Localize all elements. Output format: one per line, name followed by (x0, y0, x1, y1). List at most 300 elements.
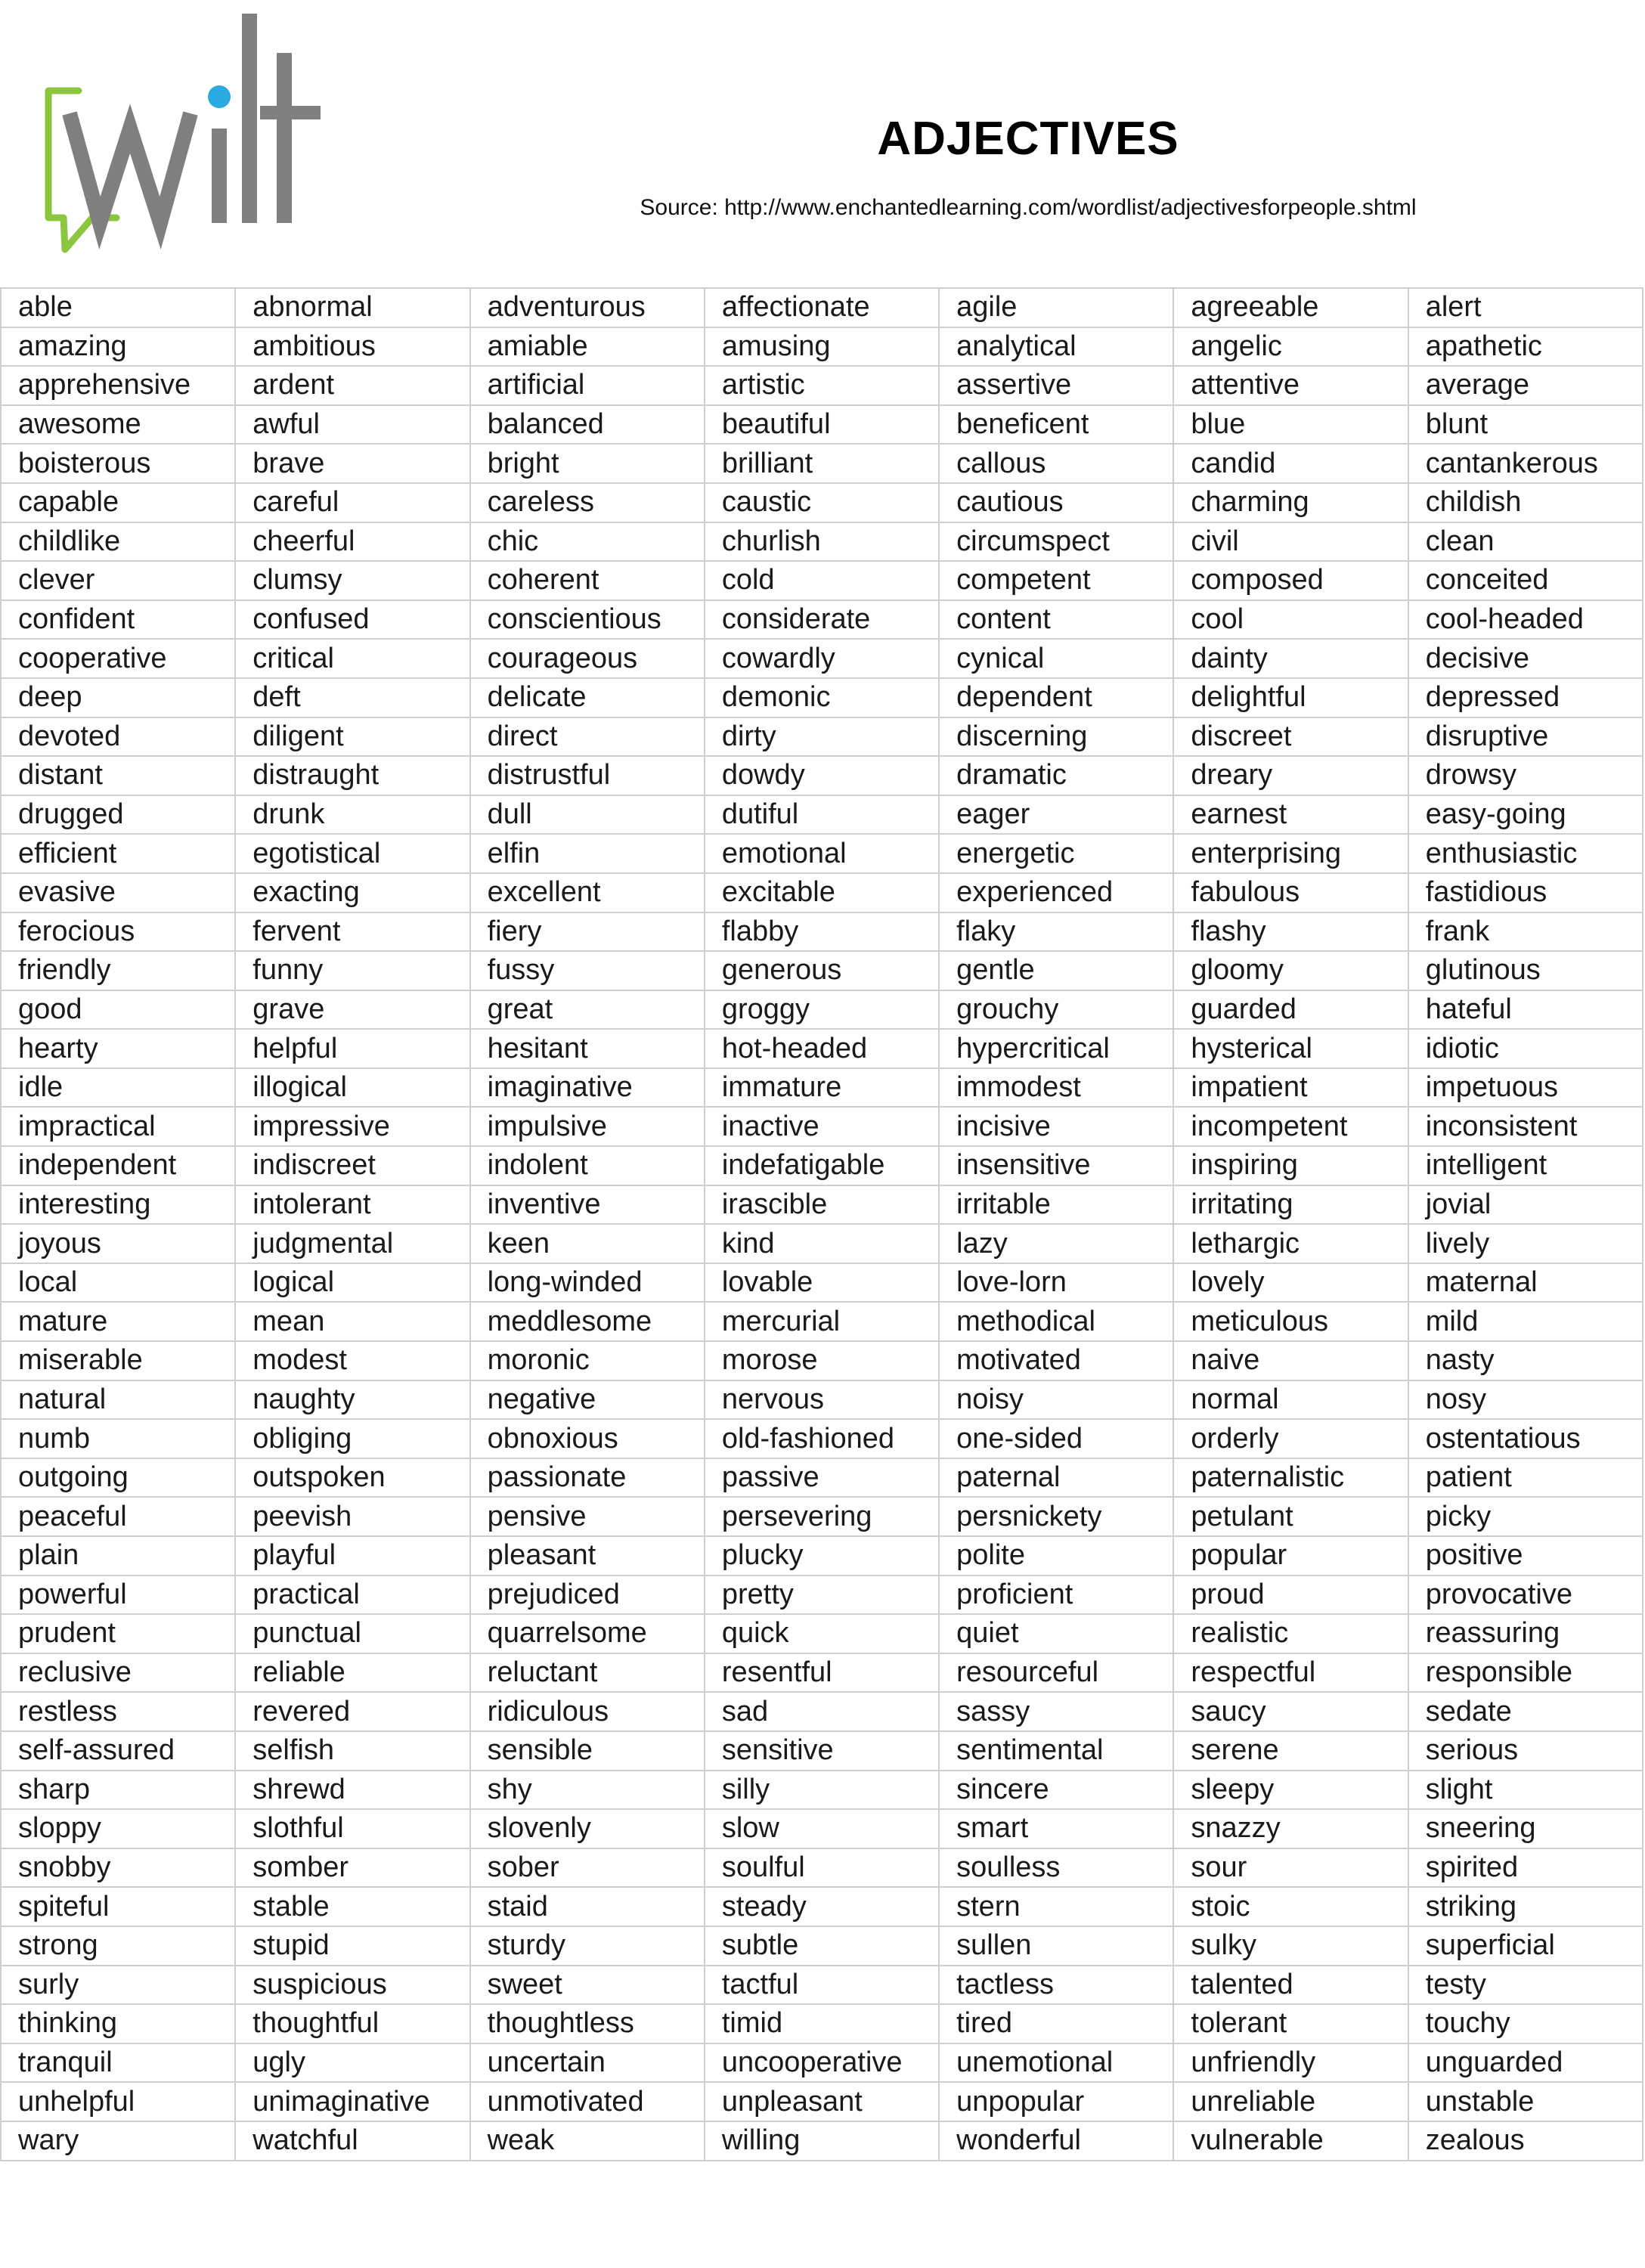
table-cell: sneering (1408, 1809, 1643, 1848)
table-cell: powerful (1, 1576, 235, 1615)
table-cell: peevish (235, 1497, 469, 1536)
table-cell: content (939, 600, 1173, 640)
table-cell: kind (705, 1224, 939, 1263)
table-cell: unfriendly (1173, 2043, 1408, 2083)
table-row (1, 444, 1643, 483)
table-cell: unreliable (1173, 2082, 1408, 2121)
table-cell: obnoxious (470, 1419, 705, 1458)
table-cell: silly (705, 1771, 939, 1810)
table-cell: thinking (1, 2004, 235, 2043)
table-row (1, 366, 1643, 405)
table-cell: petulant (1173, 1497, 1408, 1536)
table-cell: irritable (939, 1185, 1173, 1225)
table-cell: strong (1, 1926, 235, 1966)
table-cell: circumspect (939, 522, 1173, 562)
table-cell: cold (705, 561, 939, 600)
table-cell: easy-going (1408, 795, 1643, 835)
table-cell: cool-headed (1408, 600, 1643, 640)
table-cell: incisive (939, 1107, 1173, 1146)
table-cell: indefatigable (705, 1146, 939, 1185)
table-cell: cool (1173, 600, 1408, 640)
table-cell: resourceful (939, 1653, 1173, 1693)
table-cell: attentive (1173, 366, 1408, 405)
table-cell: irascible (705, 1185, 939, 1225)
table-cell: impulsive (470, 1107, 705, 1146)
table-cell: serene (1173, 1731, 1408, 1771)
table-cell: adventurous (470, 288, 705, 327)
table-cell: awful (235, 405, 469, 445)
table-cell: fiery (470, 912, 705, 952)
table-cell: energetic (939, 834, 1173, 873)
table-row (1, 327, 1643, 367)
table-cell: abnormal (235, 288, 469, 327)
table-cell: sour (1173, 1848, 1408, 1888)
table-cell: dependent (939, 678, 1173, 717)
table-cell: immodest (939, 1068, 1173, 1108)
table-cell: distant (1, 756, 235, 795)
table-cell: peaceful (1, 1497, 235, 1536)
table-cell: deft (235, 678, 469, 717)
table-cell: flaky (939, 912, 1173, 952)
table-cell: outgoing (1, 1458, 235, 1498)
table-row (1, 1653, 1643, 1693)
table-cell: unpleasant (705, 2082, 939, 2121)
table-cell: cantankerous (1408, 444, 1643, 483)
table-cell: mercurial (705, 1302, 939, 1341)
table-row (1, 1536, 1643, 1576)
table-cell: clumsy (235, 561, 469, 600)
table-cell: cheerful (235, 522, 469, 562)
table-cell: cynical (939, 639, 1173, 678)
table-cell: sensible (470, 1731, 705, 1771)
table-cell: pleasant (470, 1536, 705, 1576)
table-cell: clever (1, 561, 235, 600)
table-row (1, 1497, 1643, 1536)
table-cell: practical (235, 1576, 469, 1615)
table-row (1, 2043, 1643, 2083)
table-cell: willing (705, 2121, 939, 2161)
table-cell: shy (470, 1771, 705, 1810)
table-cell: tolerant (1173, 2004, 1408, 2043)
table-cell: weak (470, 2121, 705, 2161)
table-cell: maternal (1408, 1263, 1643, 1303)
table-cell: prejudiced (470, 1576, 705, 1615)
table-cell: love-lorn (939, 1263, 1173, 1303)
table-cell: apathetic (1408, 327, 1643, 367)
table-cell: bright (470, 444, 705, 483)
table-cell: charming (1173, 483, 1408, 522)
table-cell: able (1, 288, 235, 327)
table-cell: distrustful (470, 756, 705, 795)
table-cell: mature (1, 1302, 235, 1341)
table-cell: unimaginative (235, 2082, 469, 2121)
table-cell: capable (1, 483, 235, 522)
table-cell: prudent (1, 1614, 235, 1653)
table-cell: zealous (1408, 2121, 1643, 2161)
table-cell: sincere (939, 1771, 1173, 1810)
table-cell: sullen (939, 1926, 1173, 1966)
table-cell: sad (705, 1692, 939, 1731)
table-cell: childish (1408, 483, 1643, 522)
table-cell: hot-headed (705, 1029, 939, 1068)
table-cell: beautiful (705, 405, 939, 445)
table-cell: subtle (705, 1926, 939, 1966)
table-cell: inactive (705, 1107, 939, 1146)
table-cell: irritating (1173, 1185, 1408, 1225)
table-cell: hesitant (470, 1029, 705, 1068)
table-row (1, 678, 1643, 717)
table-cell: snobby (1, 1848, 235, 1888)
table-cell: confused (235, 600, 469, 640)
table-cell: slow (705, 1809, 939, 1848)
table-cell: numb (1, 1419, 235, 1458)
table-row (1, 1926, 1643, 1966)
table-cell: dowdy (705, 756, 939, 795)
table-cell: keen (470, 1224, 705, 1263)
table-cell: reliable (235, 1653, 469, 1693)
table-cell: motivated (939, 1341, 1173, 1380)
table-cell: careful (235, 483, 469, 522)
table-cell: lazy (939, 1224, 1173, 1263)
table-row (1, 1419, 1643, 1458)
table-cell: ardent (235, 366, 469, 405)
table-cell: reclusive (1, 1653, 235, 1693)
table-cell: enterprising (1173, 834, 1408, 873)
table-cell: saucy (1173, 1692, 1408, 1731)
table-cell: lethargic (1173, 1224, 1408, 1263)
table-cell: blunt (1408, 405, 1643, 445)
table-row (1, 756, 1643, 795)
table-cell: coherent (470, 561, 705, 600)
table-row (1, 951, 1643, 990)
table-cell: alert (1408, 288, 1643, 327)
table-cell: flashy (1173, 912, 1408, 952)
table-cell: efficient (1, 834, 235, 873)
table-row (1, 1302, 1643, 1341)
table-cell: diligent (235, 717, 469, 757)
table-row (1, 717, 1643, 757)
table-cell: impatient (1173, 1068, 1408, 1108)
table-cell: obliging (235, 1419, 469, 1458)
table-cell: cowardly (705, 639, 939, 678)
table-cell: normal (1173, 1380, 1408, 1420)
table-cell: emotional (705, 834, 939, 873)
table-cell: tranquil (1, 2043, 235, 2083)
table-cell: beneficent (939, 405, 1173, 445)
table-cell: thoughtless (470, 2004, 705, 2043)
table-cell: gentle (939, 951, 1173, 990)
table-cell: old-fashioned (705, 1419, 939, 1458)
table-cell: delightful (1173, 678, 1408, 717)
table-cell: devoted (1, 717, 235, 757)
table-cell: chic (470, 522, 705, 562)
table-cell: sweet (470, 1966, 705, 2005)
table-cell: nervous (705, 1380, 939, 1420)
table-cell: careless (470, 483, 705, 522)
table-cell: candid (1173, 444, 1408, 483)
table-cell: agile (939, 288, 1173, 327)
table-cell: uncertain (470, 2043, 705, 2083)
table-cell: slovenly (470, 1809, 705, 1848)
table-cell: stern (939, 1887, 1173, 1926)
table-cell: good (1, 990, 235, 1030)
table-cell: natural (1, 1380, 235, 1420)
table-cell: logical (235, 1263, 469, 1303)
table-cell: smart (939, 1809, 1173, 1848)
table-cell: soulful (705, 1848, 939, 1888)
table-cell: ostentatious (1408, 1419, 1643, 1458)
table-cell: ugly (235, 2043, 469, 2083)
table-cell: independent (1, 1146, 235, 1185)
table-row (1, 1731, 1643, 1771)
table-row (1, 405, 1643, 445)
table-cell: talented (1173, 1966, 1408, 2005)
table-cell: affectionate (705, 288, 939, 327)
table-cell: generous (705, 951, 939, 990)
table-cell: dainty (1173, 639, 1408, 678)
table-cell: exacting (235, 873, 469, 912)
table-cell: naive (1173, 1341, 1408, 1380)
table-cell: earnest (1173, 795, 1408, 835)
table-cell: negative (470, 1380, 705, 1420)
table-cell: spirited (1408, 1848, 1643, 1888)
table-cell: depressed (1408, 678, 1643, 717)
table-cell: elfin (470, 834, 705, 873)
table-cell: analytical (939, 327, 1173, 367)
table-cell: amusing (705, 327, 939, 367)
table-cell: friendly (1, 951, 235, 990)
table-cell: interesting (1, 1185, 235, 1225)
table-cell: judgmental (235, 1224, 469, 1263)
table-cell: clean (1408, 522, 1643, 562)
table-cell: intolerant (235, 1185, 469, 1225)
table-cell: funny (235, 951, 469, 990)
table-cell: egotistical (235, 834, 469, 873)
table-cell: fabulous (1173, 873, 1408, 912)
table-cell: self-assured (1, 1731, 235, 1771)
table-cell: watchful (235, 2121, 469, 2161)
table-cell: eager (939, 795, 1173, 835)
table-cell: nosy (1408, 1380, 1643, 1420)
table-cell: selfish (235, 1731, 469, 1771)
table-cell: striking (1408, 1887, 1643, 1926)
table-cell: joyous (1, 1224, 235, 1263)
table-cell: meticulous (1173, 1302, 1408, 1341)
table-cell: morose (705, 1341, 939, 1380)
table-cell: dramatic (939, 756, 1173, 795)
table-cell: dreary (1173, 756, 1408, 795)
table-cell: punctual (235, 1614, 469, 1653)
table-cell: hateful (1408, 990, 1643, 1030)
table-cell: unstable (1408, 2082, 1643, 2121)
page-header (0, 0, 1645, 281)
table-cell: flabby (705, 912, 939, 952)
table-cell: average (1408, 366, 1643, 405)
table-cell: discreet (1173, 717, 1408, 757)
table-cell: meddlesome (470, 1302, 705, 1341)
table-cell: provocative (1408, 1576, 1643, 1615)
table-cell: timid (705, 2004, 939, 2043)
table-cell: excellent (470, 873, 705, 912)
table-row (1, 990, 1643, 1030)
table-cell: fervent (235, 912, 469, 952)
table-cell: courageous (470, 639, 705, 678)
table-row (1, 1692, 1643, 1731)
table-cell: insensitive (939, 1146, 1173, 1185)
table-cell: plain (1, 1536, 235, 1576)
table-cell: soulless (939, 1848, 1173, 1888)
table-cell: stoic (1173, 1887, 1408, 1926)
table-cell: confident (1, 600, 235, 640)
table-cell: competent (939, 561, 1173, 600)
table-cell: realistic (1173, 1614, 1408, 1653)
table-cell: paternalistic (1173, 1458, 1408, 1498)
table-cell: stable (235, 1887, 469, 1926)
table-cell: quick (705, 1614, 939, 1653)
table-cell: grouchy (939, 990, 1173, 1030)
table-cell: sober (470, 1848, 705, 1888)
table-cell: artificial (470, 366, 705, 405)
table-cell: delicate (470, 678, 705, 717)
table-cell: noisy (939, 1380, 1173, 1420)
table-cell: steady (705, 1887, 939, 1926)
table-row (1, 873, 1643, 912)
table-cell: stupid (235, 1926, 469, 1966)
table-cell: sleepy (1173, 1771, 1408, 1810)
table-cell: civil (1173, 522, 1408, 562)
table-cell: distraught (235, 756, 469, 795)
wilt-logo (33, 8, 328, 265)
table-cell: cooperative (1, 639, 235, 678)
table-cell: considerate (705, 600, 939, 640)
table-cell: picky (1408, 1497, 1643, 1536)
table-cell: grave (235, 990, 469, 1030)
table-cell: lively (1408, 1224, 1643, 1263)
table-cell: touchy (1408, 2004, 1643, 2043)
table-cell: respectful (1173, 1653, 1408, 1693)
table-cell: serious (1408, 1731, 1643, 1771)
table-cell: awesome (1, 405, 235, 445)
table-cell: amiable (470, 327, 705, 367)
table-cell: caustic (705, 483, 939, 522)
table-cell: responsible (1408, 1653, 1643, 1693)
table-row (1, 1341, 1643, 1380)
table-cell: conscientious (470, 600, 705, 640)
table-cell: unhelpful (1, 2082, 235, 2121)
table-cell: long-winded (470, 1263, 705, 1303)
table-cell: artistic (705, 366, 939, 405)
table-cell: childlike (1, 522, 235, 562)
table-cell: ambitious (235, 327, 469, 367)
table-cell: conceited (1408, 561, 1643, 600)
table-cell: moronic (470, 1341, 705, 1380)
table-row (1, 1458, 1643, 1498)
page-title: ADJECTIVES (877, 113, 1179, 165)
table-cell: drugged (1, 795, 235, 835)
table-cell: one-sided (939, 1419, 1173, 1458)
table-cell: fastidious (1408, 873, 1643, 912)
table-row (1, 639, 1643, 678)
table-cell: persevering (705, 1497, 939, 1536)
table-cell: impressive (235, 1107, 469, 1146)
table-cell: illogical (235, 1068, 469, 1108)
table-cell: unemotional (939, 2043, 1173, 2083)
table-cell: thoughtful (235, 2004, 469, 2043)
table-cell: indiscreet (235, 1146, 469, 1185)
table-row (1, 1107, 1643, 1146)
table-row (1, 1146, 1643, 1185)
table-cell: incompetent (1173, 1107, 1408, 1146)
table-cell: fussy (470, 951, 705, 990)
table-row (1, 834, 1643, 873)
table-cell: great (470, 990, 705, 1030)
table-row (1, 2004, 1643, 2043)
table-cell: hypercritical (939, 1029, 1173, 1068)
table-cell: uncooperative (705, 2043, 939, 2083)
table-cell: nasty (1408, 1341, 1643, 1380)
table-row (1, 1887, 1643, 1926)
table-cell: mean (235, 1302, 469, 1341)
table-cell: shrewd (235, 1771, 469, 1810)
table-row (1, 1185, 1643, 1225)
table-cell: callous (939, 444, 1173, 483)
table-cell: dirty (705, 717, 939, 757)
table-cell: disruptive (1408, 717, 1643, 757)
table-cell: guarded (1173, 990, 1408, 1030)
table-row (1, 1263, 1643, 1303)
table-cell: brave (235, 444, 469, 483)
table-cell: inventive (470, 1185, 705, 1225)
table-cell: lovely (1173, 1263, 1408, 1303)
table-cell: discerning (939, 717, 1173, 757)
table-cell: hysterical (1173, 1029, 1408, 1068)
source-citation: Source: http://www.enchantedlearning.com/wordlist/adjectivesforpeople.shtml (640, 195, 1417, 220)
table-cell: boisterous (1, 444, 235, 483)
table-cell: pretty (705, 1576, 939, 1615)
table-cell: revered (235, 1692, 469, 1731)
table-cell: impractical (1, 1107, 235, 1146)
table-cell: passive (705, 1458, 939, 1498)
table-cell: direct (470, 717, 705, 757)
table-cell: dutiful (705, 795, 939, 835)
table-cell: positive (1408, 1536, 1643, 1576)
table-cell: tactful (705, 1966, 939, 2005)
table-row (1, 1966, 1643, 2005)
table-cell: slothful (235, 1809, 469, 1848)
table-cell: plucky (705, 1536, 939, 1576)
table-cell: apprehensive (1, 366, 235, 405)
table-cell: sulky (1173, 1926, 1408, 1966)
table-cell: local (1, 1263, 235, 1303)
table-cell: drunk (235, 795, 469, 835)
table-cell: sturdy (470, 1926, 705, 1966)
table-cell: staid (470, 1887, 705, 1926)
table-cell: wary (1, 2121, 235, 2161)
table-row (1, 2082, 1643, 2121)
table-cell: cautious (939, 483, 1173, 522)
table-cell: somber (235, 1848, 469, 1888)
table-cell: mild (1408, 1302, 1643, 1341)
table-cell: evasive (1, 873, 235, 912)
table-cell: proficient (939, 1576, 1173, 1615)
table-cell: passionate (470, 1458, 705, 1498)
table-row (1, 483, 1643, 522)
table-cell: testy (1408, 1966, 1643, 2005)
table-row (1, 1614, 1643, 1653)
table-cell: agreeable (1173, 288, 1408, 327)
table-row (1, 1848, 1643, 1888)
table-cell: sentimental (939, 1731, 1173, 1771)
